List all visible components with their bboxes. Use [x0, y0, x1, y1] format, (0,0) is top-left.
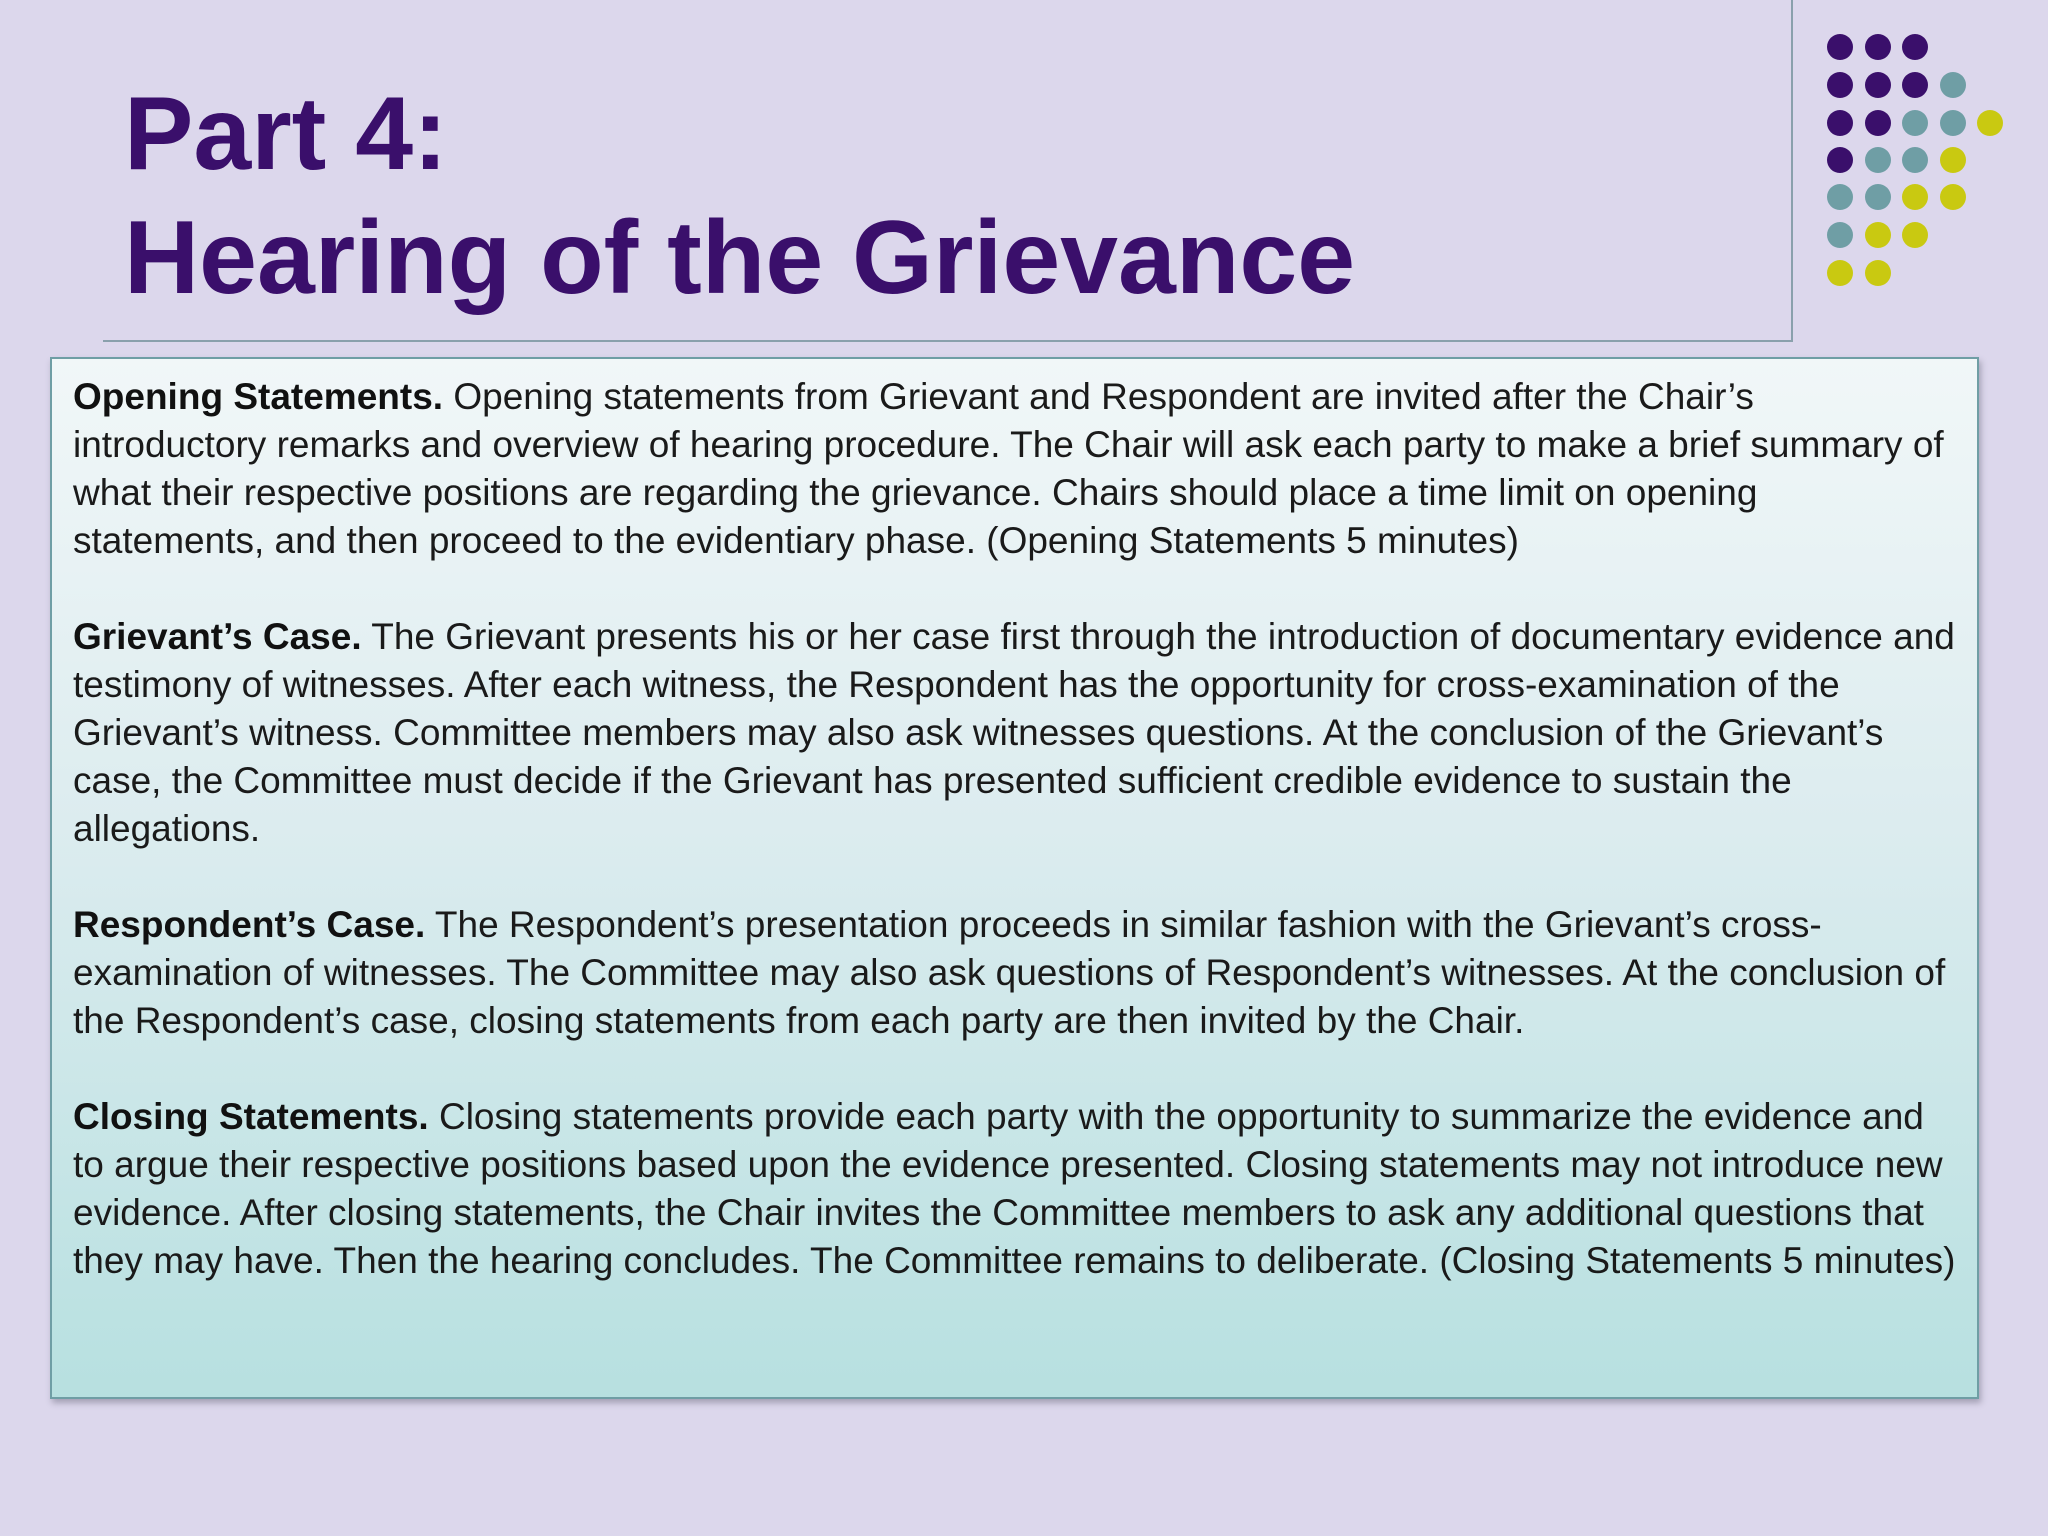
section-opening-statements [73, 373, 1957, 565]
dot [1865, 72, 1891, 98]
dot [1827, 34, 1853, 60]
section-grievants-case [73, 613, 1957, 853]
section-heading: Grievant’s Case. [73, 616, 362, 657]
dot [1902, 147, 1928, 173]
dot [1902, 72, 1928, 98]
dot [1827, 147, 1853, 173]
dot [1977, 110, 2003, 136]
dot [1865, 34, 1891, 60]
dot [1940, 72, 1966, 98]
section-closing-statements [73, 1093, 1957, 1285]
dot [1865, 147, 1891, 173]
dot-grid-group [1827, 34, 2003, 286]
section-body: The Respondent’s presentation proceeds in similar fashion with the Grievant’s cross-examination of witnesses. The Committee may also ask questions of Respondent’s witnesses. At the conclusion of the Respondent’s case, closing statements from each party are then invited by the Chair. [73, 904, 1946, 1041]
section-body: Closing statements provide each party with the opportunity to summarize the evidence and to argue their respective positions based upon the evidence presented. Closing statements may not introduce new evidence. After closing statements, the Chair invites the Committee members to ask any additional questions that they may have. Then the hearing concludes. The Committee remains to deliberate. (Closing Statements 5 minutes) [73, 1096, 1956, 1281]
dot [1940, 184, 1966, 210]
section-heading: Respondent’s Case. [73, 904, 426, 945]
dot [1827, 110, 1853, 136]
dot [1865, 110, 1891, 136]
dot [1827, 72, 1853, 98]
dot [1865, 260, 1891, 286]
section-respondents-case [73, 901, 1957, 1045]
dot [1827, 222, 1853, 248]
dot [1902, 222, 1928, 248]
title-divider-vertical [1791, 0, 1793, 342]
section-heading: Closing Statements. [73, 1096, 429, 1137]
dot [1827, 184, 1853, 210]
dot [1940, 147, 1966, 173]
dot [1902, 110, 1928, 136]
dot [1902, 184, 1928, 210]
dot [1827, 260, 1853, 286]
slide-title [124, 72, 1355, 320]
slide-title-line-2: Hearing of the Grievance [124, 200, 1356, 316]
dot [1865, 184, 1891, 210]
dot [1902, 34, 1928, 60]
dot [1865, 222, 1891, 248]
section-body: The Grievant presents his or her case first through the introduction of documentary evidence and testimony of witnesses. After each witness, the Respondent has the opportunity for cross-examination of the Grievant’s witness. Committee members may also ask witnesses questions. At the conclusion of the Grievant’s case, the Committee must decide if the Grievant has presented sufficient credible evidence to sustain the allegations. [73, 616, 1955, 849]
slide-title-line-1: Part 4: [124, 76, 448, 192]
title-divider-horizontal [103, 340, 1793, 342]
content-panel [50, 357, 1979, 1399]
section-body: Opening statements from Grievant and Respondent are invited after the Chair’s introductory remarks and overview of hearing procedure. The Chair will ask each party to make a brief summary of what their respective positions are regarding the grievance. Chairs should place a time limit on opening statements, and then proceed to the evidentiary phase. (Opening Statements 5 minutes) [73, 376, 1944, 561]
dot [1940, 110, 1966, 136]
section-heading: Opening Statements. [73, 376, 444, 417]
